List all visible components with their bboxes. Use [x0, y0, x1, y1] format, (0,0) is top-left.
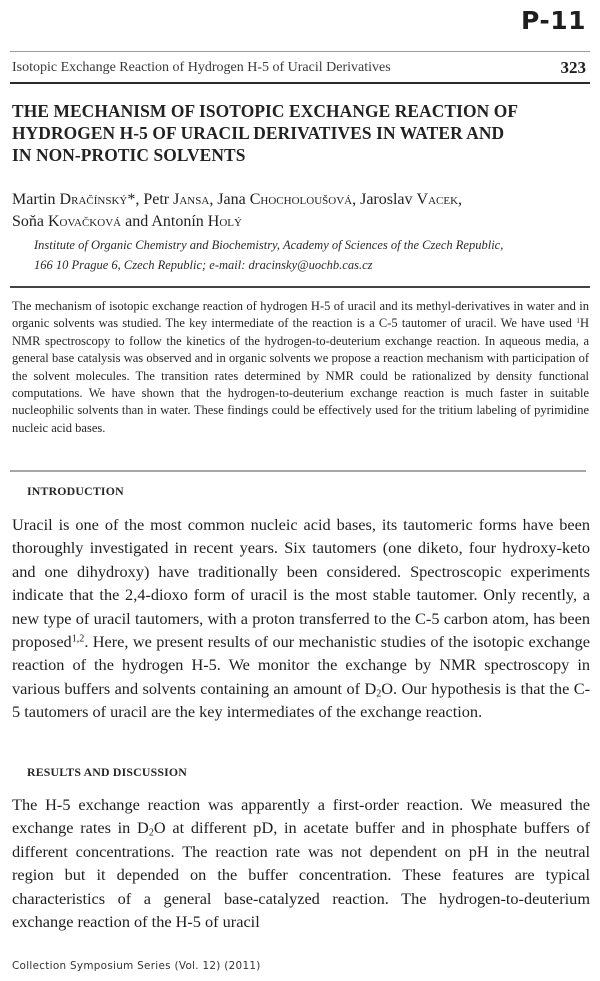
author-line: Martin Dračínský*, Petr Jansa, Jana Chocholoušová, Jaroslav Vacek,	[12, 191, 463, 208]
poster-code: P-11	[520, 6, 586, 35]
subscript: 2	[376, 688, 382, 700]
superscript: 1	[576, 316, 580, 326]
citation-reference: 1,2	[71, 633, 85, 645]
author-given-name: Jaroslav	[360, 191, 413, 208]
author-given-name: Petr	[143, 191, 170, 208]
introduction-paragraph: Uracil is one of the most common nucleic acid bases, its tautomeric forms have been thoroughly investigated in recent years. Six tautomers (one diketo, four hydroxy-keto and one dihydroxy) have traditionally been considered. Spectroscopic experiments indicate that the 2,4-dioxo form of uracil is the most stable tautomer. Only recently, a new type of uracil tautomers, with a proton transferred to the C-5 carbon atom, has been proposed$^{1,2}$. Here, we present results of our mechanistic studies of the isotopic exchange reaction of the hydrogen H-5. We monitor the exchange by NMR spectroscopy in various buffers and solvents containing an amount of $D_2O$. Our hypothesis is that the C-5 tautomers of uracil are the key intermediates of the exchange reaction.	[12, 515, 590, 722]
author-given-name: Antonín	[151, 213, 204, 230]
header-bottom-rule	[10, 82, 590, 84]
title-line: THE MECHANISM OF ISOTOPIC EXCHANGE REACTION OF	[12, 101, 519, 121]
results-paragraph: The H-5 exchange reaction was apparently a first-order reaction. We measured the exchange rates in $D_2O$ at different pD, in acetate buffer and in phosphate buffers of different concentrations. The reaction rate was not dependent on pH in the neutral region but it depended on the buffer concentration. These features are typical characteristics of a general base-catalyzed reaction. The hydrogen-to-deuterium exchange reaction of the H-5 of uracil	[12, 795, 590, 932]
title-line: IN NON-PROTIC SOLVENTS	[12, 145, 246, 165]
page-number: 323	[560, 58, 586, 77]
abstract-bottom-rule	[10, 470, 586, 472]
footer-citation: Collection Symposium Series (Vol. 12) (2011)	[12, 960, 261, 972]
paper-title	[12, 100, 572, 166]
abstract-top-rule	[10, 286, 590, 288]
running-head	[12, 58, 586, 78]
affiliation	[34, 236, 594, 275]
author-family-name: Chocholoušová	[249, 191, 353, 208]
affiliation-line: Institute of Organic Chemistry and Biochemistry, Academy of Sciences of the Czech Republic,	[34, 238, 504, 252]
author-family-name: Jansa	[173, 191, 210, 208]
author-family-name: Kovačková	[48, 213, 122, 230]
section-heading-introduction: INTRODUCTION	[27, 484, 124, 498]
author-list	[12, 189, 592, 233]
header-top-rule	[10, 51, 590, 52]
author-given-name: Jana	[217, 191, 246, 208]
affiliation-line: 166 10 Prague 6, Czech Republic; e-mail: dracinsky@uochb.cas.cz	[34, 257, 373, 272]
running-title: Isotopic Exchange Reaction of Hydrogen H-5 of Uracil Derivatives	[12, 60, 391, 75]
author-given-name: Martin	[12, 191, 56, 208]
abstract: The mechanism of isotopic exchange reaction of hydrogen H-5 of uracil and its methyl-derivatives in water and in organic solvents was studied. The key intermediate of the reaction is a C-5 tautomer of uracil. We have used $^1$H NMR spectroscopy to follow the kinetics of the hydrogen-to-deuterium exchange reaction. In aqueous media, a general base catalysis was observed and in organic solvents we propose a reaction mechanism with participation of the solvent molecules. The transition rates determined by NMR could be rationalized by density functional computations. We have shown that the hydrogen-to-deuterium exchange reaction is much faster in suitable nucleophilic solvents than in water. These findings could be effectively used for the tritium labeling of pyrimidine nucleic acid bases.	[12, 299, 589, 435]
title-line: HYDROGEN H-5 OF URACIL DERIVATIVES IN WATER AND	[12, 123, 505, 143]
author-given-name: Soňa	[12, 213, 44, 230]
section-heading-results: RESULTS AND DISCUSSION	[27, 765, 188, 779]
corresponding-author-mark: *	[127, 191, 136, 208]
author-family-name: Vacek	[416, 191, 459, 208]
author-family-name: Holý	[207, 213, 242, 230]
author-line: Soňa Kovačková and Antonín Holý	[12, 213, 242, 230]
subscript: 2	[148, 827, 154, 839]
author-family-name: Dračínský	[59, 191, 128, 208]
